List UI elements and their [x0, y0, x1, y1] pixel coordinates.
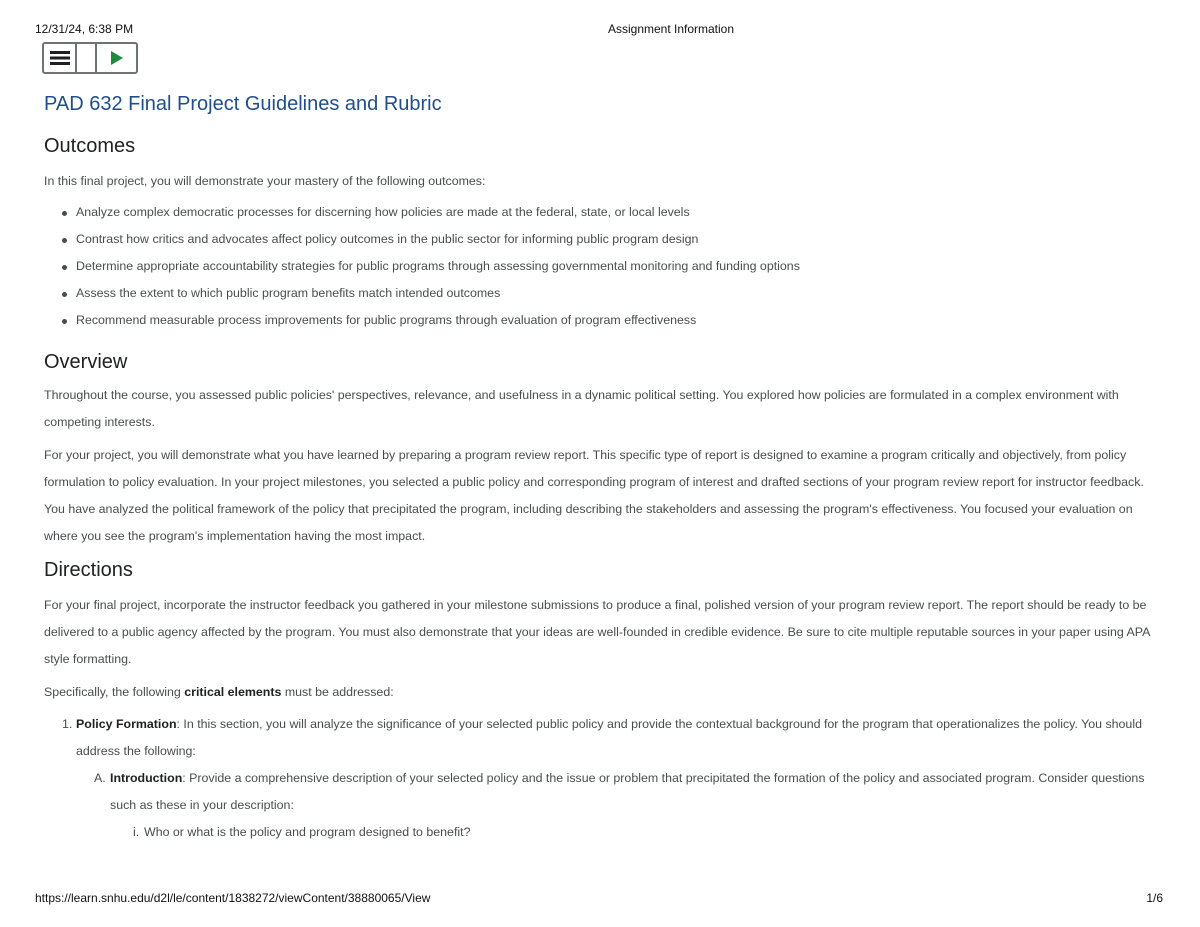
- directions-paragraph: For your final project, incorporate the instructor feedback you gathered in your milestone submissions to produce a final, polished version of your program review report. The report should be ready to be delivered to a public agency affected by the program. You must also demonstrate that your ideas are well-founded in credible evidence. Be sure to cite multiple reputable sources in your paper using APA style formatting.: [44, 598, 1150, 666]
- element-text: Who or what is the policy and program designed to benefit?: [144, 825, 471, 839]
- outcomes-heading: Outcomes: [44, 135, 136, 157]
- critical-element-1: [44, 711, 1159, 765]
- list-item: Analyze complex democratic processes for discerning how policies are made at the federal, state, or local levels: [76, 199, 1159, 226]
- content-toolbar: [42, 42, 138, 74]
- page-number: 1/6: [1146, 891, 1163, 905]
- list-item: Contrast how critics and advocates affect policy outcomes in the public sector for informing public program design: [76, 226, 1159, 253]
- critical-intro-text: must be addressed:: [281, 685, 394, 699]
- element-text: : In this section, you will analyze the significance of your selected public policy and provide the contextual background for the program that operationalizes the policy. You should address the following:: [76, 717, 1142, 758]
- element-text: : Provide a comprehensive description of your selected policy and the issue or problem that precipitated the formation of the policy and associated program. Consider questions such as these in your description:: [110, 771, 1145, 812]
- print-datetime: 12/31/24, 6:38 PM: [35, 22, 134, 36]
- critical-elements-intro: [44, 679, 1159, 706]
- critical-element-1a: [44, 765, 1159, 819]
- overview-paragraph: For your project, you will demonstrate what you have learned by preparing a program review report. This specific type of report is designed to examine a program critically and objectively, from policy formulation to policy evaluation. In your project milestones, you selected a public policy and corresponding program of interest and drafted sections of your program review report for instructor feedback. You have analyzed the political framework of the policy that precipitated the program, including describing the stakeholders and assessing the program's effectiveness. You focused your evaluation on where you see the program's implementation having the most impact.: [44, 448, 1144, 543]
- play-icon: [111, 51, 123, 65]
- page-title: PAD 632 Final Project Guidelines and Rubric: [44, 93, 442, 115]
- print-url: https://learn.snhu.edu/d2l/le/content/1838272/viewContent/38880065/View: [35, 891, 431, 905]
- document-content: [44, 88, 1159, 846]
- outcomes-intro: In this final project, you will demonstrate your mastery of the following outcomes:: [44, 174, 486, 188]
- play-button[interactable]: [97, 44, 136, 72]
- table-of-contents-button[interactable]: [44, 44, 77, 72]
- overview-paragraph: Throughout the course, you assessed public policies' perspectives, relevance, and usefulness in a dynamic political setting. You explored how policies are formulated in a complex environment with competing interests.: [44, 388, 1119, 429]
- hamburger-icon: [50, 50, 70, 66]
- critical-elements-label: critical elements: [184, 685, 282, 699]
- list-item: Determine appropriate accountability strategies for public programs through assessing governmental monitoring and funding options: [76, 253, 1159, 280]
- list-item: Assess the extent to which public program benefits match intended outcomes: [76, 280, 1159, 307]
- overview-heading: Overview: [44, 351, 128, 373]
- critical-intro-text: Specifically, the following: [44, 685, 185, 699]
- print-header: [0, 22, 1200, 38]
- toolbar-spacer-button[interactable]: [77, 44, 97, 72]
- list-item: Recommend measurable process improvements for public programs through evaluation of program effectiveness: [76, 307, 1159, 334]
- directions-heading: Directions: [44, 559, 133, 581]
- list-marker: i.: [133, 825, 140, 839]
- critical-element-1a-i: [44, 819, 1159, 846]
- list-marker: 1.: [62, 717, 73, 731]
- element-title: Introduction: [110, 771, 183, 785]
- list-marker: A.: [94, 771, 106, 785]
- print-page-title: Assignment Information: [607, 22, 735, 36]
- outcomes-list: [44, 199, 1159, 334]
- element-title: Policy Formation: [76, 717, 177, 731]
